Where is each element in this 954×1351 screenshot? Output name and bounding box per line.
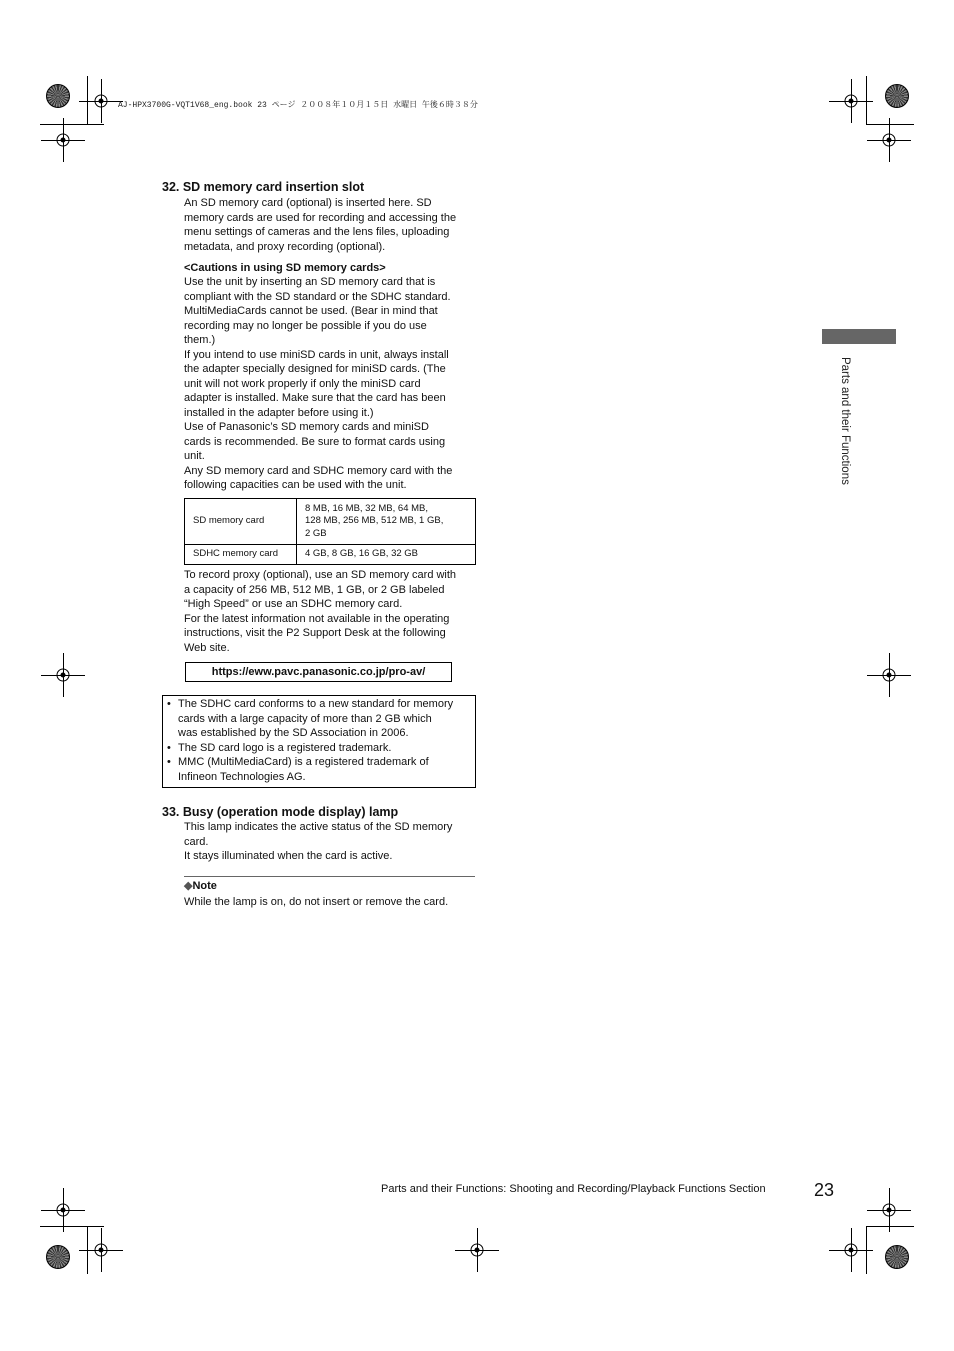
- section-tab-label: Parts and their Functions: [839, 357, 851, 485]
- bullet-icon: •: [167, 741, 171, 754]
- crop-line: [101, 79, 102, 123]
- text-line: If you intend to use miniSD cards in unit, always install: [184, 348, 449, 361]
- section-33-heading: 33. Busy (operation mode display) lamp: [162, 805, 399, 819]
- bullet-icon: •: [167, 756, 171, 768]
- crop-line: [851, 1228, 852, 1272]
- footer-section-text: Parts and their Functions: Shooting and Recording/Playback Functions Section: [381, 1183, 766, 1195]
- text-line: them.): [184, 334, 216, 346]
- crop-line: [87, 1226, 88, 1274]
- notes-list: [0, 697, 954, 784]
- crop-line: [889, 653, 890, 697]
- text-line: metadata, and proxy recording (optional).: [184, 240, 386, 253]
- text-line: recording may no longer be possible if you do use: [184, 319, 427, 332]
- table-row: [185, 499, 476, 545]
- text-line: Web site.: [184, 641, 230, 654]
- proxy-text: [184, 568, 456, 655]
- list-item: [0, 755, 954, 784]
- support-url-link[interactable]: https://eww.pavc.panasonic.co.jp/pro-av/: [185, 662, 452, 682]
- crop-line: [40, 124, 104, 125]
- registration-disc-icon: [46, 84, 70, 108]
- text-line: 8 MB, 16 MB, 32 MB, 64 MB,: [305, 502, 429, 514]
- text-line: An SD memory card (optional) is inserted here. SD: [184, 197, 432, 209]
- text-line: The SD card logo is a registered trademark.: [178, 741, 392, 754]
- text-line: This lamp indicates the active status of the SD memory: [184, 821, 453, 833]
- note-divider: [184, 876, 475, 877]
- cautions-title: <Cautions in using SD memory cards>: [184, 262, 386, 274]
- table-cell-type: SD memory card: [185, 499, 297, 545]
- crop-line: [101, 1228, 102, 1272]
- section-32-heading: 32. SD memory card insertion slot: [162, 180, 365, 194]
- crop-line: [87, 76, 88, 124]
- text-line: adapter is installed. Make sure that the card has been: [184, 392, 446, 404]
- text-line: a capacity of 256 MB, 512 MB, 1 GB, or 2 GB labeled: [184, 583, 445, 596]
- section-33-body: [184, 820, 452, 864]
- text-line: unit will not work properly if only the miniSD card: [184, 377, 421, 390]
- text-line: cards is recommended. Be sure to format cards using: [184, 435, 446, 448]
- crop-line: [866, 76, 867, 124]
- note-text: While the lamp is on, do not insert or remove the card.: [184, 896, 449, 908]
- note-title: Note: [192, 880, 217, 892]
- text-line: Use of Panasonic’s SD memory cards and miniSD: [184, 421, 429, 433]
- text-line: memory cards are used for recording and accessing the: [184, 211, 457, 224]
- text-line: For the latest information not available in the operating: [184, 612, 450, 625]
- text-line: cards with a large capacity of more than 2 GB which: [178, 712, 432, 725]
- text-line: following capacities can be used with the unit.: [184, 479, 407, 491]
- text-line: Use the unit by inserting an SD memory card that is: [184, 276, 436, 288]
- registration-disc-icon: [885, 84, 909, 108]
- text-line: was established by the SD Association in 2006.: [178, 727, 409, 739]
- section-32-intro: [184, 196, 456, 254]
- table-cell-type: SDHC memory card: [185, 545, 297, 565]
- text-line: Infineon Technologies AG.: [178, 770, 306, 783]
- text-line: unit.: [184, 450, 205, 462]
- text-line: 128 MB, 256 MB, 512 MB, 1 GB,: [305, 515, 444, 527]
- crop-line: [866, 124, 914, 125]
- text-line: 4 GB, 8 GB, 16 GB, 32 GB: [305, 548, 418, 560]
- section-tab-bar: [822, 329, 896, 344]
- registration-disc-icon: [46, 1245, 70, 1269]
- text-line: MMC (MultiMediaCard) is a registered trademark of: [178, 756, 429, 768]
- table-row: [185, 545, 476, 565]
- table-cell-capacities: [297, 499, 476, 545]
- crop-line: [851, 79, 852, 123]
- text-line: the adapter specially designed for miniSD cards. (The: [184, 363, 446, 375]
- diamond-icon: ◆: [184, 880, 193, 892]
- text-line: Any SD memory card and SDHC memory card with the: [184, 464, 453, 477]
- bullet-icon: •: [167, 698, 171, 710]
- text-line: compliant with the SD standard or the SDHC standard.: [184, 290, 451, 303]
- text-line: “High Speed” or use an SDHC memory card.: [184, 598, 403, 610]
- text-line: MultiMediaCards cannot be used. (Bear in mind that: [184, 305, 438, 317]
- registration-disc-icon: [885, 1245, 909, 1269]
- note-heading: [184, 879, 217, 892]
- text-line: 2 GB: [305, 527, 327, 539]
- list-item: [0, 741, 954, 756]
- crop-line: [63, 653, 64, 697]
- text-line: To record proxy (optional), use an SD memory card with: [184, 569, 457, 581]
- text-line: menu settings of cameras and the lens files, uploading: [184, 226, 450, 238]
- crop-line: [866, 1226, 914, 1227]
- crop-line: [40, 1226, 104, 1227]
- crop-line: [477, 1228, 478, 1272]
- list-item: [0, 697, 954, 741]
- capacity-table: [184, 498, 476, 565]
- cautions-text: [184, 275, 452, 493]
- file-header: AJ-HPX3700G-VQT1V68_eng.book 23 ページ ２００８年１０月１５日 水曜日 午後６時３８分: [118, 101, 478, 110]
- text-line: installed in the adapter before using it.): [184, 406, 374, 419]
- text-line: instructions, visit the P2 Support Desk at the following: [184, 627, 446, 639]
- text-line: It stays illuminated when the card is active.: [184, 850, 393, 862]
- text-line: card.: [184, 835, 209, 848]
- page-number: 23: [814, 1180, 835, 1200]
- crop-line: [866, 1226, 867, 1274]
- table-cell-capacities: [297, 545, 476, 565]
- text-line: The SDHC card conforms to a new standard for memory: [178, 698, 454, 710]
